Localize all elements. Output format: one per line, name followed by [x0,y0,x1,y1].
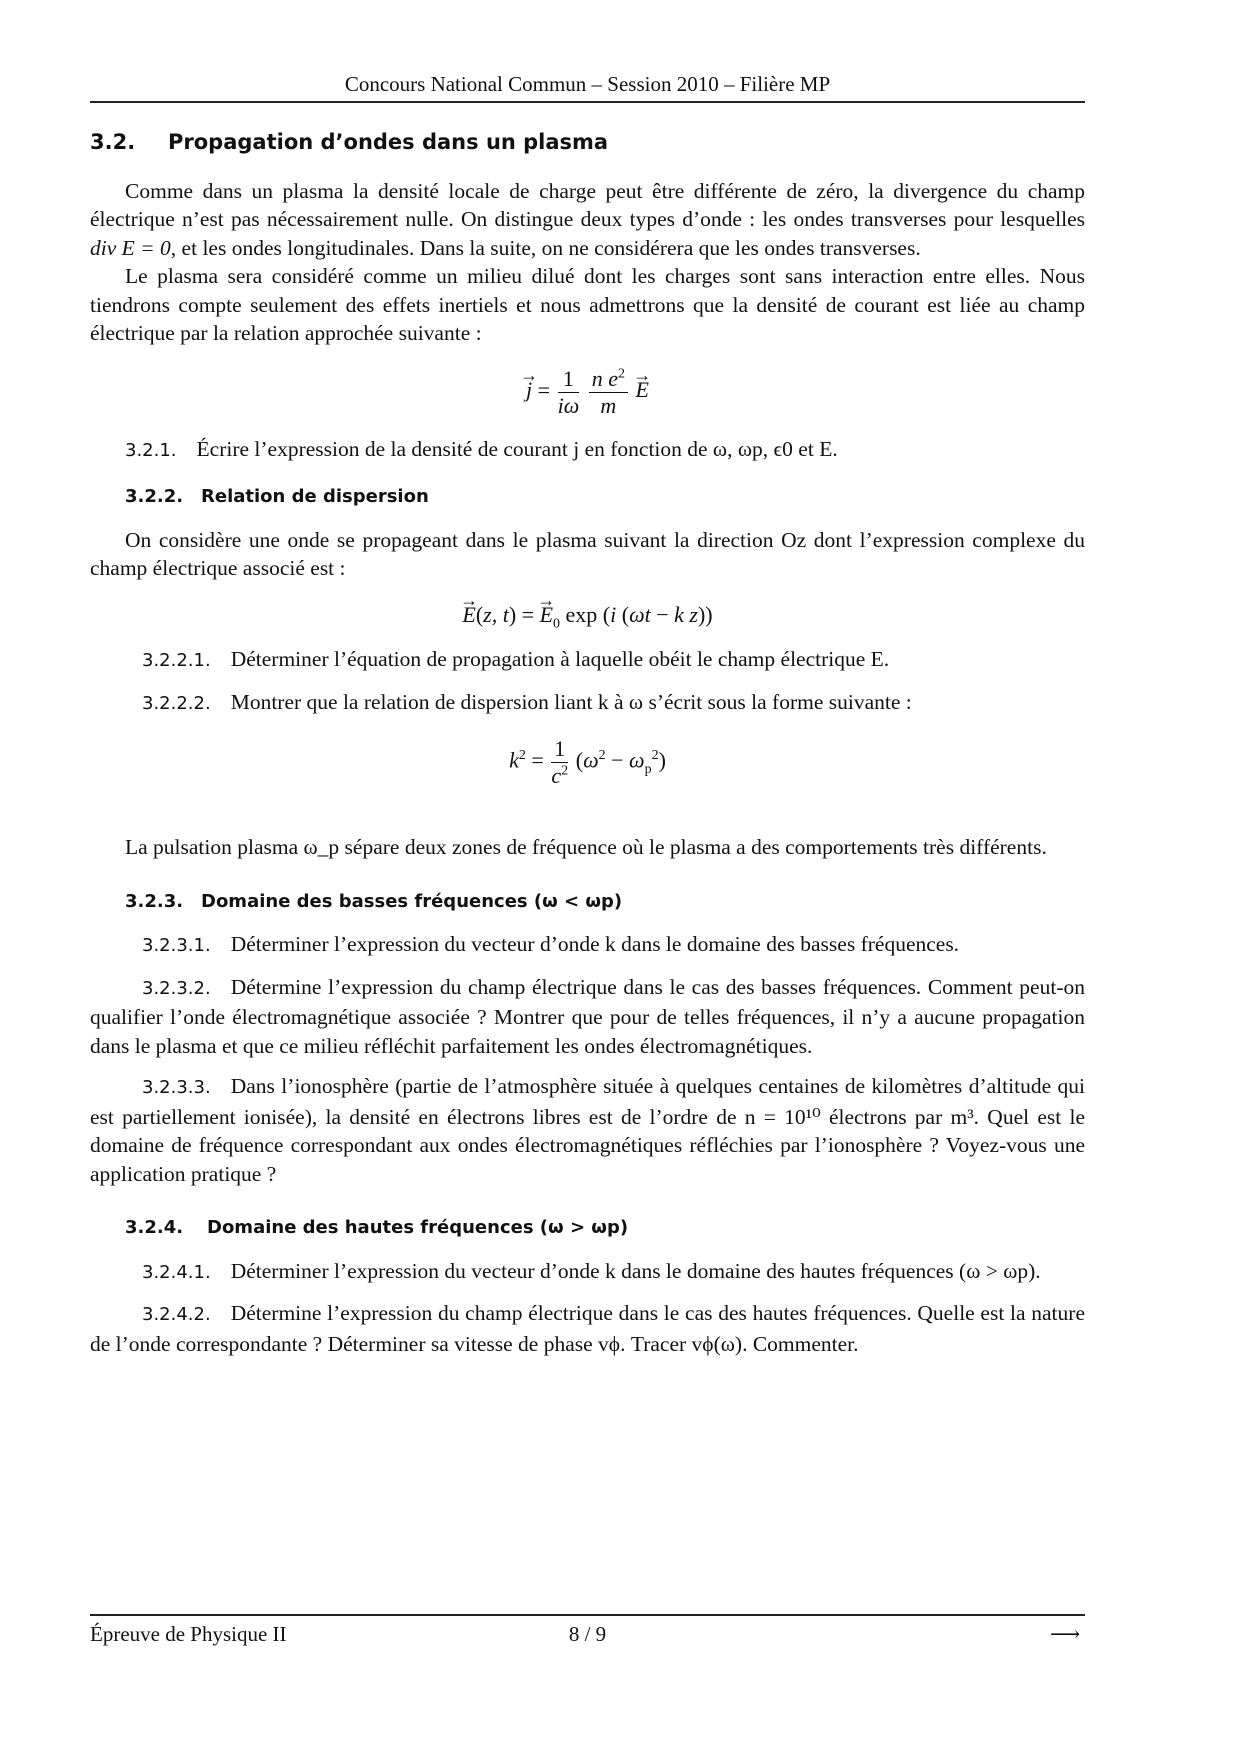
section-number: 3.2. [90,130,136,154]
paragraph-plasma-pulsation: La pulsation plasma ω_p sépare deux zones de fréquence où le plasma a des comportements très différents. [125,835,1047,859]
question-3-2-3-2: 3.2.3.2. Détermine l’expression du champ électrique dans le cas des basses fréquences. Comment peut-on qualifier l’onde électromagnétique associée ? Montrer que pour de telles fréquences, il n’y a aucune propagation dans le plasma et que ce milieu réfléchit parfaitement les ondes électromagnétiques. [90,974,1085,1058]
question-3-2-3-3: 3.2.3.3. Dans l’ionosphère (partie de l’atmosphère située à quelques centaines de kilomètres d’altitude qui est partiellement ionisée), la densité en électrons libres est de l’ordre de n = 10¹⁰ électrons par m³. Quel est le domaine de fréquence correspondant aux ondes électromagnétiques réfléchies par l’ionosphère ? Voyez-vous une application pratique ? [90,1074,1085,1186]
section-heading [90,128,1085,157]
footer-exam-name: Épreuve de Physique II [90,1622,287,1646]
question-3-2-4-2: 3.2.4.2. Détermine l’expression du champ électrique dans le cas des hautes fréquences. Quelle est la nature de l’onde correspondante ? Déterminer sa vitesse de phase vϕ. Tracer vϕ(ω). Commenter. [90,1301,1085,1356]
subsection-3-2-3: 3.2.3. Domaine des basses fréquences (ω < ωp) [125,890,623,912]
next-page-arrow-icon: ⟶ [1050,1622,1081,1646]
paragraph-2: Le plasma sera considéré comme un milieu dilué dont les charges sont sans interaction entre elles. Nous tiendrons compte seulement des effets inertiels et nous admettrons que la densité de courant est liée au champ électrique par la relation approchée suivante : [90,264,1085,345]
question-3-2-2-2: 3.2.2.2. Montrer que la relation de dispersion liant k à ω s’écrit sous la forme suivante : [142,689,912,714]
page-number: 8 / 9 [568,1622,607,1646]
page-header: Concours National Commun – Session 2010 – Filière MP [344,72,831,96]
page-content [90,128,1085,1358]
question-3-2-4-1: 3.2.4.1. Déterminer l’expression du vecteur d’onde k dans le domaine des hautes fréquences (ω > ωp). [142,1258,1041,1283]
equation-wave-field: → E(z, t) = → $E_0$ exp (i (ωt − k z)) [90,601,1085,630]
footer-rule [90,1614,1085,1616]
subsection-3-2-4: 3.2.4. Domaine des hautes fréquences (ω > ωp) [125,1217,629,1238]
paragraph-dispersion-intro: On considère une onde se propageant dans le plasma suivant la direction Oz dont l’expression complexe du champ électrique associé est : [90,527,1085,580]
question-3-2-1: 3.2.1. Écrire l’expression de la densité de courant j en fonction de ω, ωp, ϵ0 et E. [125,436,838,461]
question-3-2-3-1: 3.2.3.1. Déterminer l’expression du vecteur d’onde k dans le domaine des basses fréquences. [142,932,960,956]
equation-dispersion: $k^2$ = $\frac{1}{c^2}$ $(\omega^2 - \omega_p^2)$ [509,736,666,788]
equation-current-density: → j = $\frac{1}{i\omega}$ $\frac{n e^2}{m}$ → E [90,366,1085,419]
paragraph-1: Comme dans un plasma la densité locale de charge peut être différente de zéro, la divergence du champ électrique n’est pas nécessairement nulle. On distingue deux types d’onde : les ondes transverses pour lesquelles div E = 0, et les ondes longitudinales. Dans la suite, on ne considérera que les ondes transverses. [90,178,1085,260]
question-3-2-2-1: 3.2.2.1. Déterminer l’équation de propagation à laquelle obéit le champ électrique E. [142,647,890,671]
header-rule [90,101,1085,103]
subsection-3-2-2: 3.2.2. Relation de dispersion [125,486,429,507]
div-e-math: div E = 0 [90,235,171,260]
section-title: Propagation d’ondes dans un plasma [168,130,609,154]
